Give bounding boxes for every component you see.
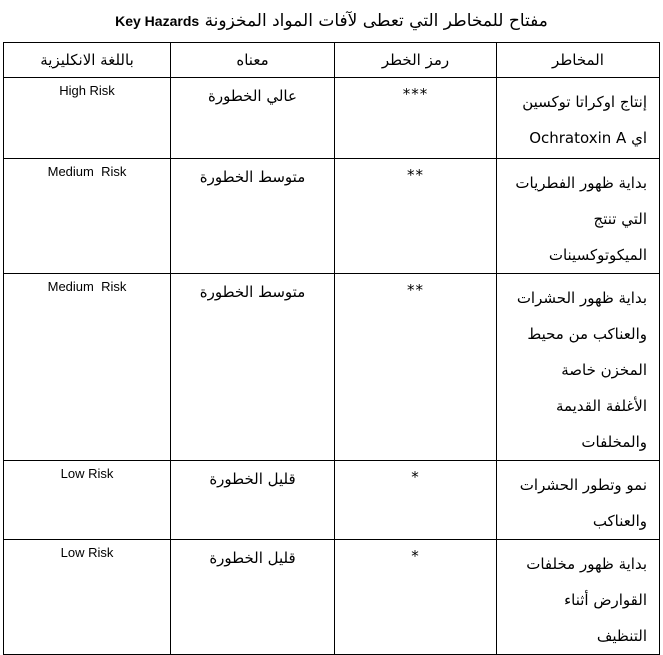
hazard-cell bbox=[497, 461, 660, 540]
hazard-line: بداية ظهور الحشرات bbox=[516, 289, 647, 307]
hazard-line: بداية ظهور مخلفات bbox=[526, 555, 647, 573]
hazard-line: اي Ochratoxin A bbox=[529, 129, 647, 147]
hazards-table bbox=[3, 42, 660, 655]
hazard-meaning: متوسط الخطورة bbox=[171, 274, 335, 461]
header-hazards: المخاطر bbox=[497, 43, 660, 78]
hazard-english: Medium Risk bbox=[4, 159, 171, 274]
hazard-line: التي تنتج bbox=[593, 210, 647, 228]
table-row bbox=[4, 274, 660, 461]
hazard-symbol: * bbox=[335, 540, 497, 655]
title-english: Key Hazards bbox=[115, 13, 200, 29]
header-meaning: معناه bbox=[171, 43, 335, 78]
table-row bbox=[4, 461, 660, 540]
hazard-line: بداية ظهور الفطريات bbox=[515, 174, 647, 192]
document-title bbox=[0, 8, 663, 34]
hazard-english: Low Risk bbox=[4, 540, 171, 655]
hazard-line: التنظيف bbox=[596, 627, 647, 645]
hazard-line: المخزن خاصة bbox=[561, 361, 647, 379]
header-english: باللغة الانكليزية bbox=[4, 43, 171, 78]
hazard-meaning: قليل الخطورة bbox=[171, 461, 335, 540]
hazard-english: Medium Risk bbox=[4, 274, 171, 461]
hazard-meaning: متوسط الخطورة bbox=[171, 159, 335, 274]
hazard-line: نمو وتطور الحشرات bbox=[519, 476, 647, 494]
header-symbol: رمز الخطر bbox=[335, 43, 497, 78]
hazard-line: والعناكب bbox=[592, 512, 647, 530]
hazard-symbol: * bbox=[335, 461, 497, 540]
table-row bbox=[4, 159, 660, 274]
hazard-symbol: ** bbox=[335, 274, 497, 461]
hazard-cell bbox=[497, 159, 660, 274]
hazard-line: والعناكب من محيط bbox=[527, 325, 647, 343]
hazard-meaning: قليل الخطورة bbox=[171, 540, 335, 655]
hazard-cell bbox=[497, 78, 660, 159]
hazard-english: Low Risk bbox=[4, 461, 171, 540]
hazard-line: القوارض أثناء bbox=[564, 591, 647, 609]
hazard-line: والمخلفات bbox=[581, 433, 647, 451]
hazard-cell bbox=[497, 274, 660, 461]
hazard-cell bbox=[497, 540, 660, 655]
hazard-meaning: عالي الخطورة bbox=[171, 78, 335, 159]
hazard-english: High Risk bbox=[4, 78, 171, 159]
table-row bbox=[4, 540, 660, 655]
hazard-symbol: ** bbox=[335, 159, 497, 274]
hazard-line: الأغلفة القديمة bbox=[555, 397, 647, 415]
header-row bbox=[4, 43, 660, 78]
table-row bbox=[4, 78, 660, 159]
hazard-symbol: *** bbox=[335, 78, 497, 159]
hazard-line: الميكوتوكسينات bbox=[548, 246, 647, 264]
hazard-line: إنتاج اوكراتا توكسين bbox=[522, 93, 647, 111]
title-arabic: مفتاح للمخاطر التي تعطى لآفات المواد المخزونة bbox=[204, 11, 548, 31]
